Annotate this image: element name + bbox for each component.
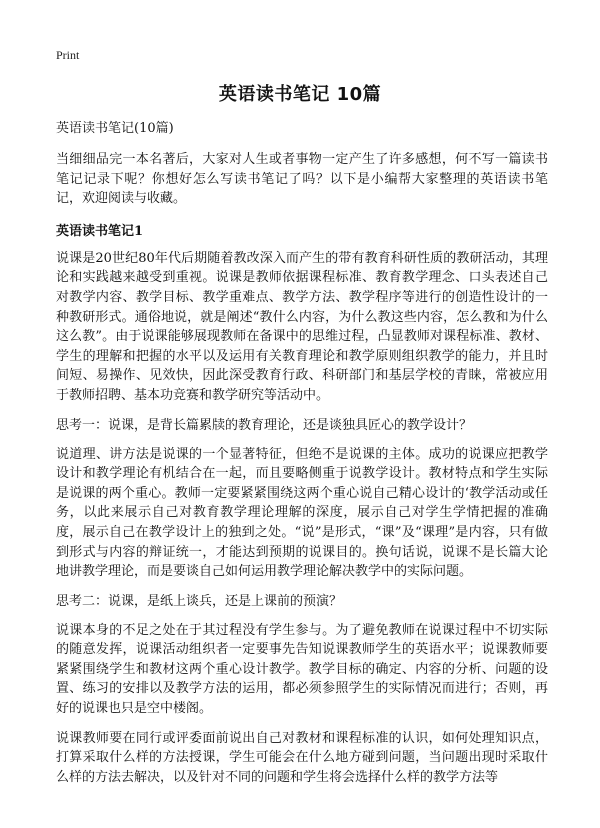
print-link[interactable]: Print	[56, 48, 80, 62]
body-paragraph: 说课是20世纪80年代后期随着教改深入而产生的带有教育科研性质的教研活动，其理论和实践越来越受到重视。说课是教师依据课程标准、教育教学理念、口头表述自己对教学内容、教学目标、教学重难点、教学方法、教学程序等进行的创造性设计的一种教研形式。通俗地说，就是阐述“教什么内容，为什么教这些内容，怎么教和为什么这么教”。由于说课能够展现教师在备课中的思维过程，凸显教师对课程标准、教材、学生的理解和把握的水平以及运用有关教育理论和教学原则组织教学的能力，并且时间短、易操作、见效快，因此深受教育行政、科研部门和基层学校的青睐，常被应用于教师招聘、基本功竞赛和教学研究等活动中。	[56, 250, 548, 403]
body-paragraph: 说课本身的不足之处在于其过程没有学生参与。为了避免教师在说课过程中不切实际的随意发挥，说课活动组织者一定要事先告知说课教师学生的英语水平；说课教师要紧紧围绕学生和教材这两个重心设计教学。教学目标的确定、内容的分析、问题的设置、练习的安排以及教学方法的运用，都必须参照学生的实际情况而进行；否则，再好的说课也只是空中楼阁。	[56, 622, 548, 717]
page-title: 英语读书笔记 10篇	[218, 84, 382, 105]
body-paragraph: 说课教师要在同行或评委面前说出自己对教材和课程标准的认识，如何处理知识点，打算采取什么样的方法授课，学生可能会在什么地方碰到问题，当问题出现时采取什么样的方法去解决，以及针对不同的问题和学生将会选择什么样的教学方法等	[56, 730, 548, 785]
document-subtitle: 英语读书笔记(10篇)	[56, 121, 174, 136]
section-heading: 英语读书笔记1	[56, 223, 144, 239]
intro-paragraph: 当细细品完一本名著后，大家对人生或者事物一定产生了许多感想，何不写一篇读书笔记记录下呢？你想好怎么写读书笔记了吗？以下是小编帮大家整理的英语读书笔记，欢迎阅读与收藏。	[56, 152, 548, 207]
question-heading: 思考二：说课，是纸上谈兵，还是上课前的预演？	[56, 593, 343, 609]
question-heading: 思考一：说课，是背长篇累牍的教育理论，还是谈独具匠心的教学设计？	[56, 417, 473, 433]
body-paragraph: 说道理、讲方法是说课的一个显著特征，但绝不是说课的主体。成功的说课应把教学设计和教学理论有机结合在一起，而且要略侧重于说教学设计。教材特点和学生实际是说课的两个重心。教师一定要紧紧围绕这两个重心说自己精心设计的‘教学活动或任务，以此来展示自己对教育教学理论理解的深度，展示自己对学生学情把握的准确度，展示自己在教学设计上的独到之处。“说”是形式，“课”及“课理”是内容，只有做到形式与内容的辩证统一，才能达到预期的说课目的。换句话说，说课不是长篇大论地讲教学理论，而是要谈自己如何运用教学理论解决教学中的实际问题。	[56, 446, 548, 580]
document-body	[56, 120, 548, 797]
